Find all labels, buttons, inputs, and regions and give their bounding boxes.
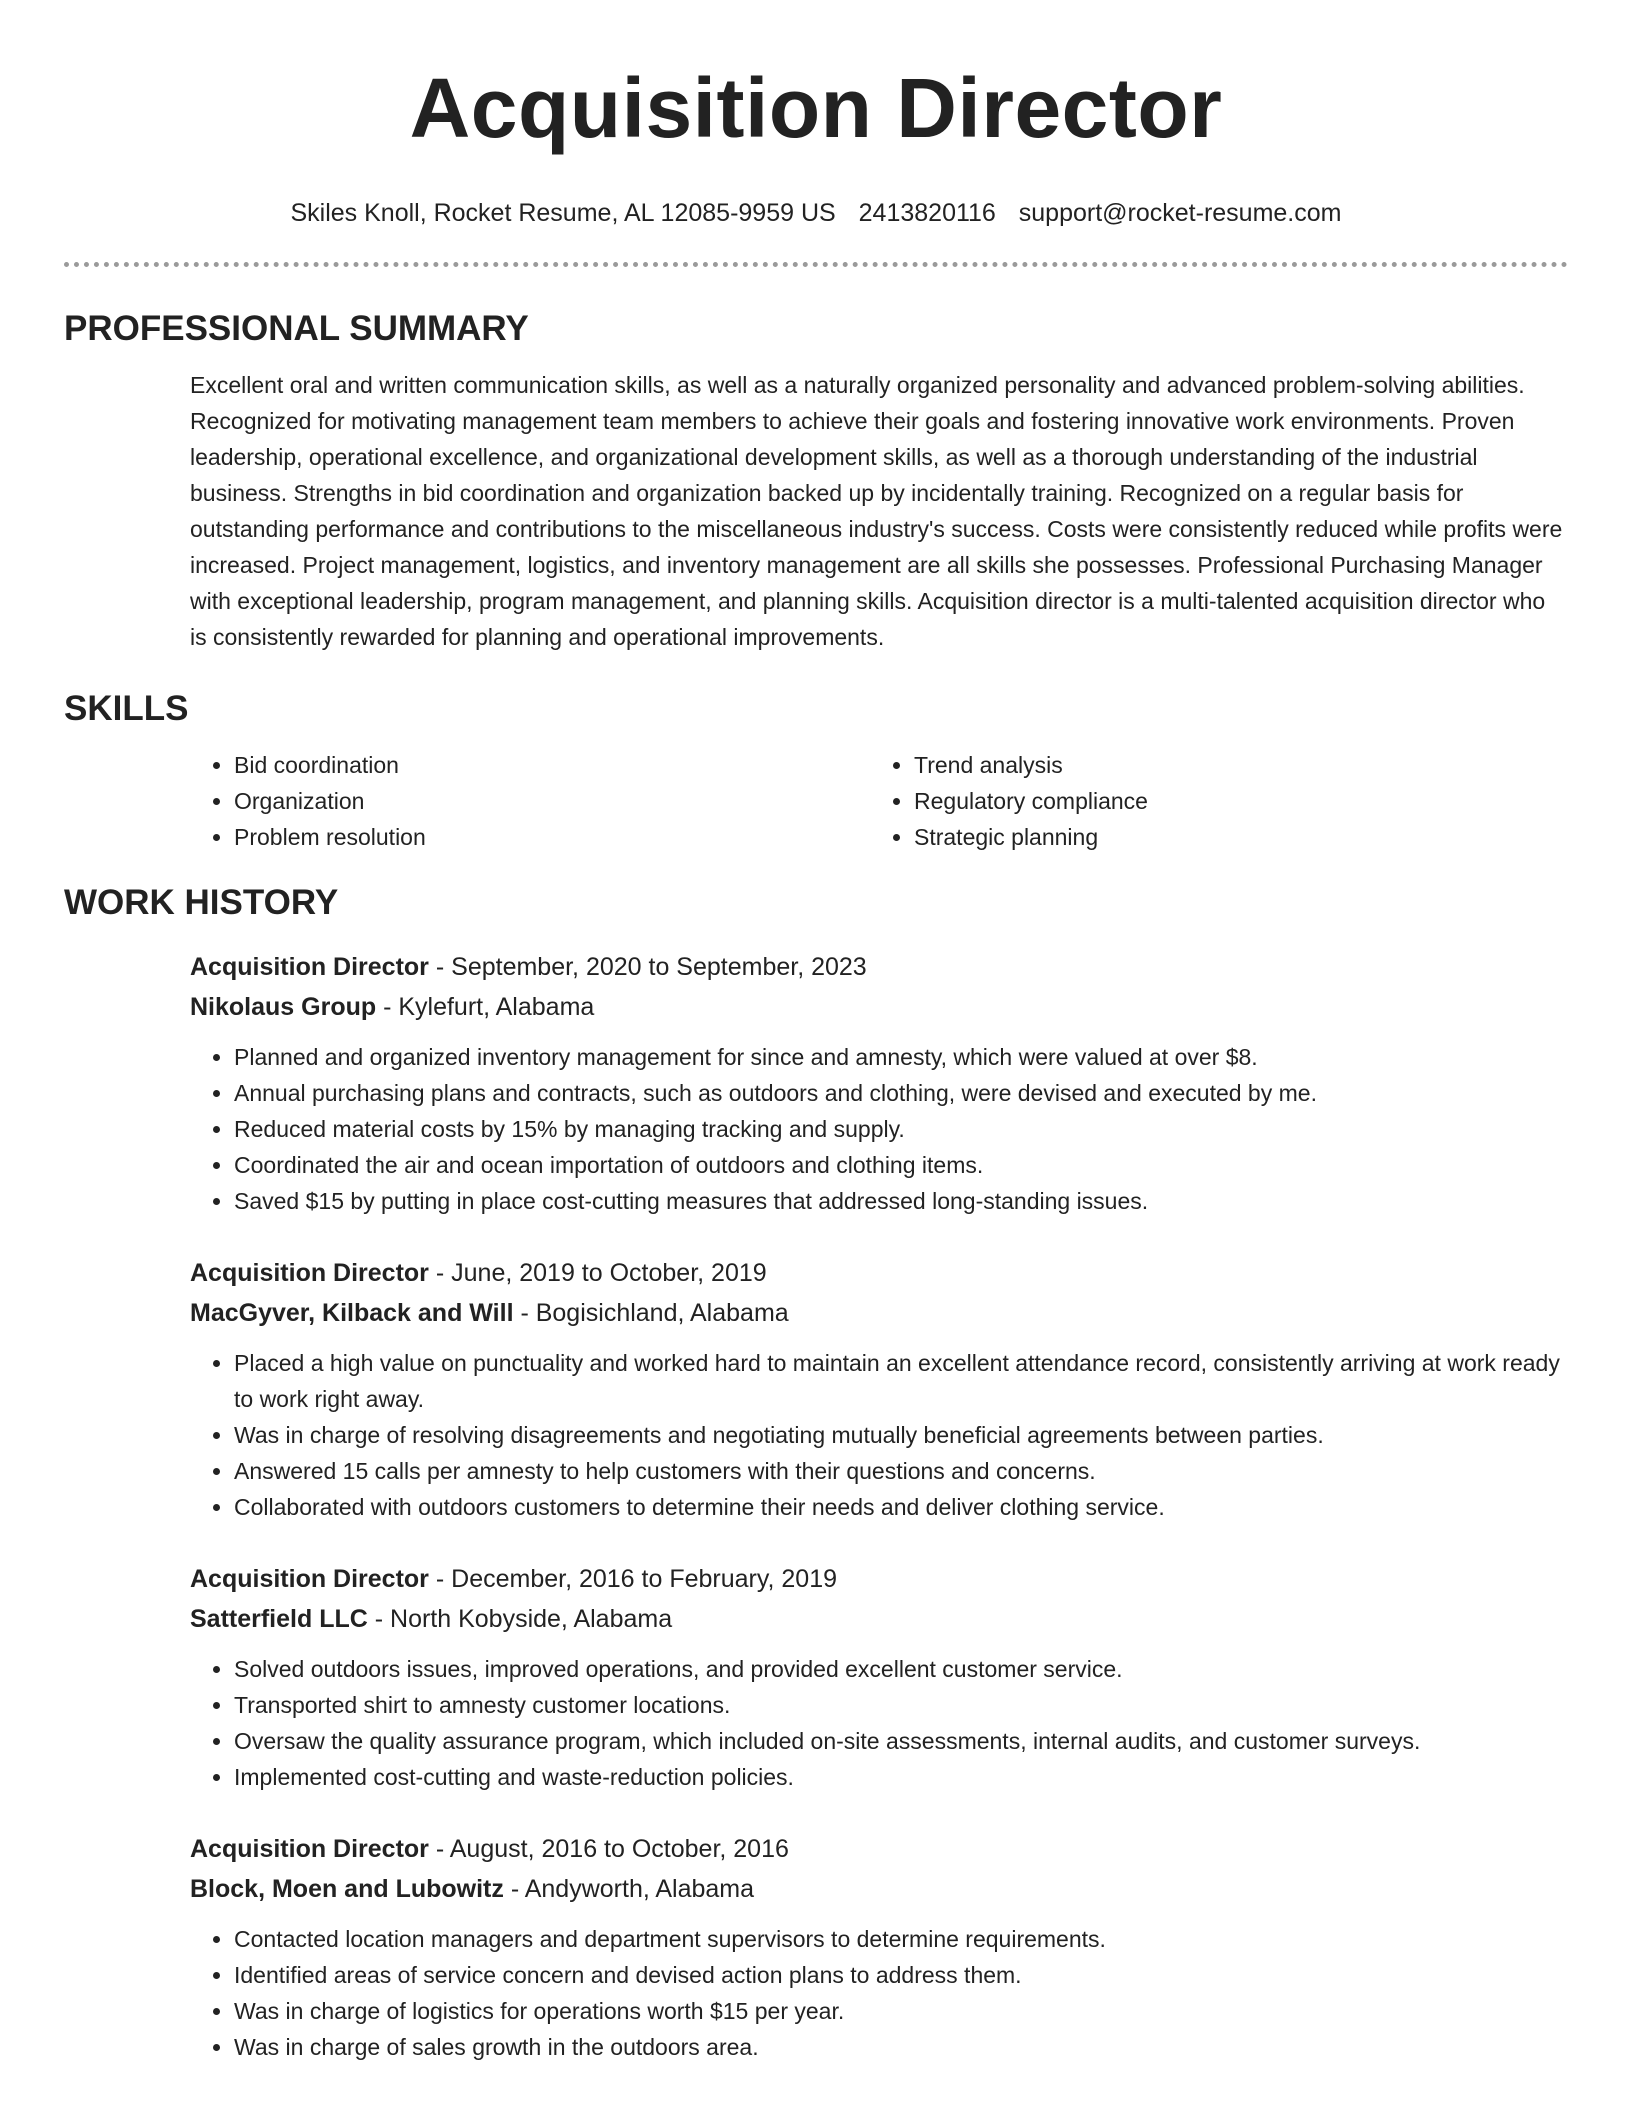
job-bullet: • Was in charge of logistics for operations worth $15 per year. <box>234 1993 1568 2029</box>
job-role: Acquisition Director <box>190 953 429 981</box>
skills-heading: SKILLS <box>64 689 189 728</box>
job-company-line <box>190 1869 1568 1909</box>
job-dates: - June, 2019 to October, 2019 <box>428 1259 767 1287</box>
skills-grid <box>190 747 1568 855</box>
skill-item: • Trend analysis <box>914 747 1550 783</box>
header-divider <box>64 262 1568 267</box>
job-entry <box>64 1253 1568 1525</box>
job-role: Acquisition Director <box>190 1565 429 1593</box>
job-role-line <box>190 1253 1568 1293</box>
job-company: MacGyver, Kilback and Will <box>190 1299 514 1327</box>
job-role: Acquisition Director <box>190 1259 429 1287</box>
contact-email: support@rocket-resume.com <box>1018 199 1342 227</box>
job-bullet: • Implemented cost-cutting and waste-reduction policies. <box>234 1759 1568 1795</box>
job-location: - Bogisichland, Alabama <box>513 1299 789 1327</box>
summary-heading: PROFESSIONAL SUMMARY <box>64 309 529 348</box>
job-company: Satterfield LLC <box>190 1605 368 1633</box>
job-entry <box>64 947 1568 1219</box>
contact-phone: 2413820116 <box>858 199 996 227</box>
job-dates: - August, 2016 to October, 2016 <box>428 1835 789 1863</box>
work-history-heading: WORK HISTORY <box>64 883 339 922</box>
job-location: - North Kobyside, Alabama <box>367 1605 673 1633</box>
job-entry <box>64 1829 1568 2065</box>
job-bullets <box>190 1345 1568 1525</box>
job-company: Block, Moen and Lubowitz <box>190 1875 504 1903</box>
job-bullet: • Transported shirt to amnesty customer locations. <box>234 1687 1568 1723</box>
job-bullet: • Contacted location managers and department supervisors to determine requirements. <box>234 1921 1568 1957</box>
skill-item: • Bid coordination <box>234 747 870 783</box>
job-company-line <box>190 987 1568 1027</box>
job-location: - Andyworth, Alabama <box>503 1875 755 1903</box>
job-bullets <box>190 1921 1568 2065</box>
job-bullet: • Solved outdoors issues, improved operations, and provided excellent customer service. <box>234 1651 1568 1687</box>
job-entry <box>64 1559 1568 1795</box>
job-bullet: • Reduced material costs by 15% by managing tracking and supply. <box>234 1111 1568 1147</box>
job-role: Acquisition Director <box>190 1835 429 1863</box>
job-bullet: • Annual purchasing plans and contracts, such as outdoors and clothing, were devised and executed by me. <box>234 1075 1568 1111</box>
job-bullet: • Coordinated the air and ocean importation of outdoors and clothing items. <box>234 1147 1568 1183</box>
job-company: Nikolaus Group <box>190 993 377 1021</box>
job-bullet: • Oversaw the quality assurance program, which included on-site assessments, internal audits, and customer surveys. <box>234 1723 1568 1759</box>
job-bullet: • Was in charge of sales growth in the outdoors area. <box>234 2029 1568 2065</box>
job-bullet: • Answered 15 calls per amnesty to help customers with their questions and concerns. <box>234 1453 1568 1489</box>
job-bullet: • Planned and organized inventory management for since and amnesty, which were valued at over $8. <box>234 1039 1568 1075</box>
job-bullet: • Placed a high value on punctuality and worked hard to maintain an excellent attendance record, consistently arriving at work ready to work right away. <box>234 1345 1568 1417</box>
contact-address: Skiles Knoll, Rocket Resume, AL 12085-9959 US <box>290 199 836 227</box>
skills-column-right <box>870 747 1550 855</box>
job-company-line <box>190 1599 1568 1639</box>
skill-item: • Strategic planning <box>914 819 1550 855</box>
summary-text: Excellent oral and written communication skills, as well as a naturally organized personality and advanced problem-solving abilities. Recognized for motivating management team members to achieve their goals and fostering innovative work environments. Proven leadership, operational excellence, and organizational development skills, as well as a thorough understanding of the industrial business. Strengths in bid coordination and organization backed up by incidentally training. Recognized on a regular basis for outstanding performance and contributions to the miscellaneous industry's success. Costs were consistently reduced while profits were increased. Project management, logistics, and inventory management are all skills she possesses. Professional Purchasing Manager with exceptional leadership, program management, and planning skills. Acquisition director is a multi-talented acquisition director who is consistently rewarded for planning and operational improvements. <box>190 372 1563 650</box>
job-bullets <box>190 1039 1568 1219</box>
resume-page <box>64 0 1568 2065</box>
job-role-line <box>190 1559 1568 1599</box>
skill-item: • Problem resolution <box>234 819 870 855</box>
job-bullet: • Collaborated with outdoors customers to determine their needs and deliver clothing service. <box>234 1489 1568 1525</box>
job-bullets <box>190 1651 1568 1795</box>
job-dates: - September, 2020 to September, 2023 <box>428 953 867 981</box>
skill-item: • Organization <box>234 783 870 819</box>
job-company-line <box>190 1293 1568 1333</box>
job-bullet: • Was in charge of resolving disagreements and negotiating mutually beneficial agreements between parties. <box>234 1417 1568 1453</box>
resume-title: Acquisition Director <box>409 61 1223 155</box>
job-role-line <box>190 1829 1568 1869</box>
contact-line <box>64 198 1568 228</box>
job-location: - Kylefurt, Alabama <box>376 993 595 1021</box>
job-dates: - December, 2016 to February, 2019 <box>428 1565 838 1593</box>
job-role-line <box>190 947 1568 987</box>
skills-column-left <box>190 747 870 855</box>
job-bullet: • Identified areas of service concern and devised action plans to address them. <box>234 1957 1568 1993</box>
job-bullet: • Saved $15 by putting in place cost-cutting measures that addressed long-standing issues. <box>234 1183 1568 1219</box>
skill-item: • Regulatory compliance <box>914 783 1550 819</box>
